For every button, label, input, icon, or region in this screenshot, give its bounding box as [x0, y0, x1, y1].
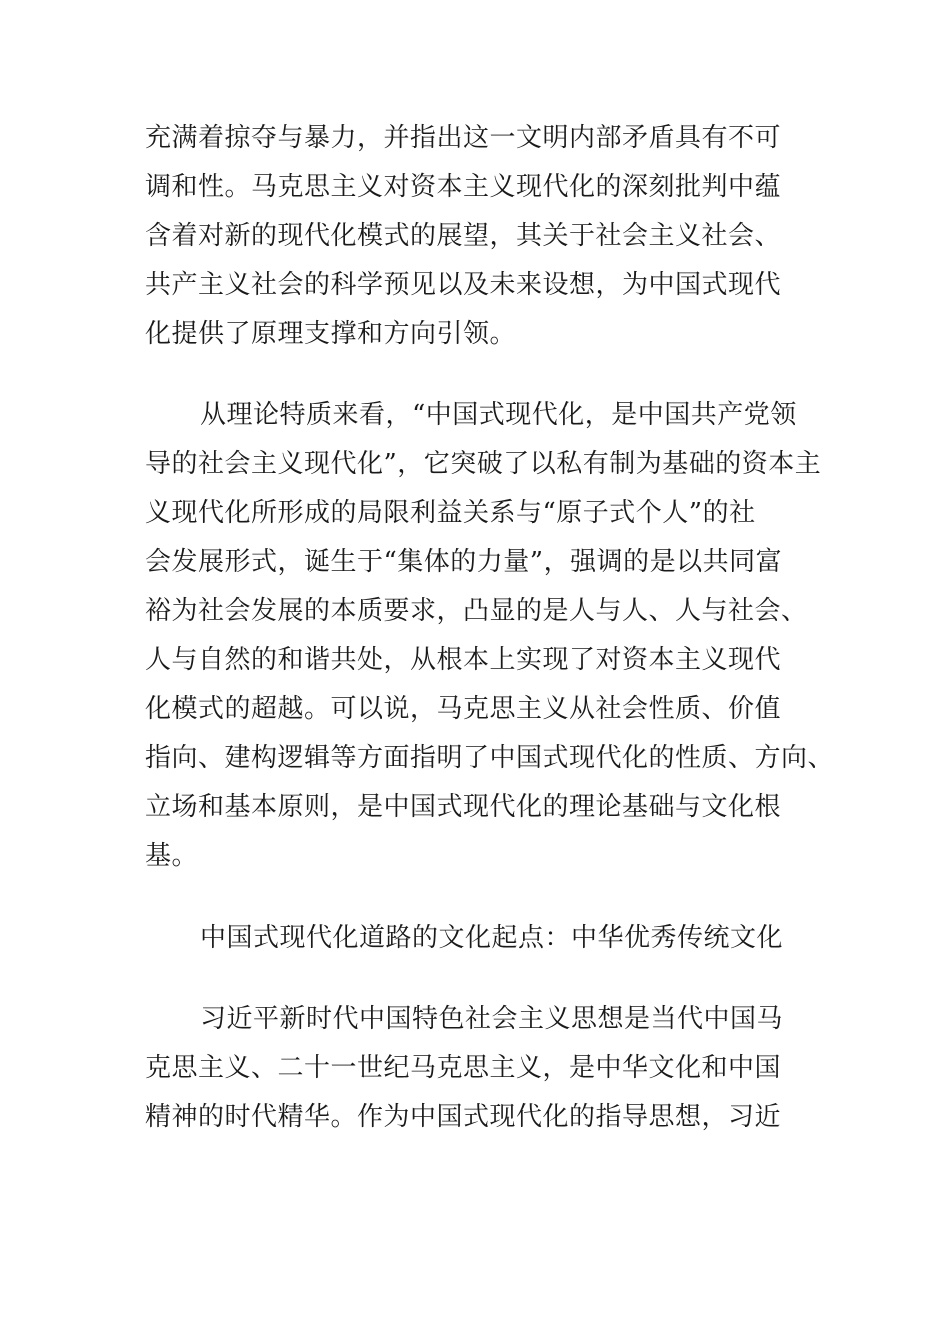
paragraph-1-line-1: 充满着掠夺与暴力，并指出这一文明内部矛盾具有不可: [145, 123, 782, 153]
section-heading: 中国式现代化道路的文化起点：中华优秀传统文化: [200, 923, 784, 953]
paragraph-1-line-3: 含着对新的现代化模式的展望，其关于社会主义社会、: [145, 221, 782, 251]
paragraph-1-line-2: 调和性。马克思主义对资本主义现代化的深刻批判中蕴: [145, 172, 782, 202]
paragraph-2-line-4: 会发展形式，诞生于“集体的力量”，强调的是以共同富: [145, 547, 783, 577]
paragraph-2-line-7: 化模式的超越。可以说，马克思主义从社会性质、价值: [145, 694, 782, 724]
paragraph-2-line-1: 从理论特质来看，“中国式现代化，是中国共产党领: [200, 400, 797, 430]
paragraph-3-line-3: 精神的时代精华。作为中国式现代化的指导思想，习近: [145, 1102, 782, 1132]
paragraph-2-line-6: 人与自然的和谐共处，从根本上实现了对资本主义现代: [145, 645, 782, 675]
paragraph-2-line-3: 义现代化所形成的局限利益关系与“原子式个人”的社: [145, 498, 756, 528]
paragraph-2-line-2: 导的社会主义现代化”，它突破了以私有制为基础的资本主: [145, 449, 822, 479]
paragraph-2-line-8: 指向、建构逻辑等方面指明了中国式现代化的性质、方向、: [145, 743, 835, 773]
paragraph-1-line-4: 共产主义社会的科学预见以及未来设想，为中国式现代: [145, 270, 782, 300]
paragraph-3-line-1: 习近平新时代中国特色社会主义思想是当代中国马: [200, 1004, 784, 1034]
paragraph-3-line-2: 克思主义、二十一世纪马克思主义，是中华文化和中国: [145, 1053, 782, 1083]
paragraph-1-line-5: 化提供了原理支撑和方向引领。: [145, 319, 517, 349]
paragraph-2-line-9: 立场和基本原则，是中国式现代化的理论基础与文化根: [145, 792, 782, 822]
paragraph-2-line-10: 基。: [145, 841, 199, 871]
paragraph-2-line-5: 裕为社会发展的本质要求，凸显的是人与人、人与社会、: [145, 596, 808, 626]
